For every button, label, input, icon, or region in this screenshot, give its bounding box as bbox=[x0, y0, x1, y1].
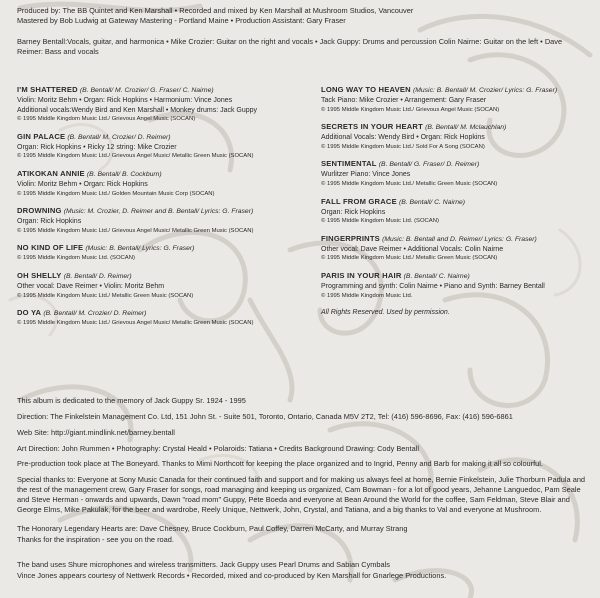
track-entry bbox=[17, 308, 297, 328]
band-members: Barney Bentall:Vocals, guitar, and harmonica • Mike Crozier: Guitar on the right and vocals • Jack Guppy: Drums and percussion Colin Nairne: Guitar on the left • Dave Reimer: Bass and vocals bbox=[17, 37, 563, 56]
credits-header-line-2: Mastered by Bob Ludwig at Gateway Mastering - Portland Maine • Production Assistant: Gary Fraser bbox=[17, 16, 346, 25]
track-heading bbox=[17, 271, 297, 282]
track-songwriters: (B. Bentall/ M. Mclauchlan) bbox=[425, 124, 507, 132]
website: Web Site: http://giant.mindlink.net/barney.bentall bbox=[17, 428, 175, 437]
track-personnel: Violin: Moritz Behm • Organ: Rick Hopkins bbox=[17, 180, 148, 188]
track-personnel: Programming and synth: Colin Nairne • Piano and Synth: Barney Bentall bbox=[321, 282, 545, 290]
track-entry bbox=[17, 206, 297, 235]
track-heading bbox=[321, 271, 583, 282]
track-songwriters: (B. Bentall/ C. Nairne) bbox=[403, 272, 470, 280]
dedication: This album is dedicated to the memory of Jack Guppy Sr. 1924 - 1995 bbox=[17, 396, 246, 405]
track-title: FALL FROM GRACE bbox=[321, 196, 397, 206]
track-heading bbox=[321, 197, 583, 208]
track-personnel: Additional Vocals: Wendy Bird • Organ: Rick Hopkins bbox=[321, 134, 485, 142]
track-copyright: © 1995 Middle Kingdom Music Ltd./ Grievous Angel Music (SOCAN) bbox=[321, 106, 500, 113]
track-heading bbox=[17, 206, 297, 217]
track-songwriters: (B. Bentall/ M. Crozier/ G. Fraser/ C. Nairne) bbox=[79, 87, 214, 94]
track-songwriters: (B. Bentall/ G. Fraser/ D. Reimer) bbox=[378, 161, 480, 169]
track-title: NO KIND OF LIFE bbox=[17, 243, 84, 253]
track-copyright: © 1995 Middle Kingdom Music Ltd./ Grievous Angel Music/ Metallic Green Music (SOCAN) bbox=[17, 227, 254, 234]
track-songwriters: (Music: B. Bentall and D. Reimer/ Lyrics: G. Fraser) bbox=[382, 235, 537, 243]
track-songwriters: (B. Bentall/ M. Crozier/ D. Reimer) bbox=[67, 133, 171, 141]
track-title: DO YA bbox=[17, 308, 42, 318]
preproduction-note: Pre-production took place at The Boneyard. Thanks to Mimi Northcott for keeping the place organized and to Ingrid, Penny and Barb for making it all so colourful. bbox=[17, 459, 543, 468]
track-copyright: © 1995 Middle Kingdom Music Ltd./ Grievous Angel Music (SOCAN) bbox=[17, 116, 196, 123]
track-copyright: © 1995 Middle Kingdom Music Ltd./ Metallic Green Music (SOCAN) bbox=[321, 180, 498, 187]
track-title: FINGERPRINTS bbox=[321, 233, 380, 243]
track-heading bbox=[321, 159, 583, 170]
special-thanks: Special thanks to: Everyone at Sony Music Canada for their continued faith and support and for making us always feel at home, Bernie Finkelstein, Julie Thorburn Padula and the rest of the management crew, Gary Fraser for songs, road managing and keeping us organized, Cam Bowman - for a lot of good years, Jehanne Languedoc, Pam Seale and Steve Herman - onwards and upwards, Dawn "road mom" Guppy, Pete Boeda and everyone at Bean Around the World for the coffee, Sam Feldman, Steve Blair and George Elms, Mike Pakulak, for the beer and wardrobe, Reely Unique, Nettwerk, John, Crystal, and Tatiana, and a big thanks to Val and everyone at Mushroom. bbox=[17, 475, 586, 514]
track-songwriters: (B. Bentall/ D. Reimer) bbox=[63, 272, 132, 280]
track-title: PARIS IN YOUR HAIR bbox=[321, 270, 402, 280]
track-title: ATIKOKAN ANNIE bbox=[17, 168, 85, 178]
track-heading bbox=[17, 169, 297, 180]
track-copyright: © 1995 Middle Kingdom Music Ltd./ Grievous Angel Music/ Metallic Green Music (SOCAN) bbox=[17, 320, 254, 327]
track-personnel: Other vocal: Dave Reimer • Violin: Moritz Behm bbox=[17, 282, 165, 290]
track-heading bbox=[321, 234, 583, 245]
track-songwriters: (B. Bentall/ B. Cockburn) bbox=[86, 170, 162, 178]
track-entry bbox=[17, 132, 297, 161]
track-copyright: © 1995 Middle Kingdom Music Ltd. (SOCAN) bbox=[17, 255, 135, 262]
track-title: LONG WAY TO HEAVEN bbox=[321, 85, 411, 94]
track-personnel: Organ: Rick Hopkins • Ricky 12 string: Mike Crozier bbox=[17, 143, 177, 151]
honorary-legendary-hearts: The Honorary Legendary Hearts are: Dave Chesney, Bruce Cockburn, Paul Coffey, Darren McCarty, and Murray Strang bbox=[17, 524, 408, 533]
track-entry bbox=[321, 85, 583, 114]
track-entry bbox=[17, 85, 297, 124]
track-personnel: Violin: Moritz Behm • Organ: Rick Hopkins • Harmonium: Vince Jones bbox=[17, 97, 233, 104]
track-copyright: © 1995 Middle Kingdom Music Ltd./ Sold For A Song (SOCAN) bbox=[321, 143, 485, 150]
track-personnel: Additional vocals:Wendy Bird and Ken Marshall • Monkey drums: Jack Guppy bbox=[17, 106, 258, 114]
track-title: SECRETS IN YOUR HEART bbox=[321, 122, 423, 132]
management-direction: Direction: The Finkelstein Management Co. Ltd, 151 John St. - Suite 501, Toronto, Ontario, Canada M5V 2T2, Tel: (416) 596-8696, Fax: (416) 596-6861 bbox=[17, 412, 513, 421]
track-personnel: Wurlitzer Piano: Vince Jones bbox=[321, 171, 411, 179]
track-copyright: © 1995 Middle Kingdom Music Ltd. (SOCAN) bbox=[321, 218, 439, 225]
track-entry bbox=[321, 159, 583, 188]
track-entry bbox=[17, 243, 297, 263]
track-songwriters: (Music: B. Bentall/ M. Crozier/ Lyrics: G. Fraser) bbox=[412, 87, 558, 94]
track-heading bbox=[321, 85, 583, 96]
track-entry bbox=[321, 197, 583, 226]
track-title: GIN PALACE bbox=[17, 131, 66, 141]
track-heading bbox=[17, 243, 297, 254]
track-copyright: © 1995 Middle Kingdom Music Ltd. bbox=[321, 292, 413, 299]
track-list-left bbox=[17, 85, 297, 336]
track-title: SENTIMENTAL bbox=[321, 159, 377, 169]
track-copyright: © 1995 Middle Kingdom Music Ltd./ Grievous Angel Music/ Metallic Green Music (SOCAN) bbox=[17, 153, 254, 160]
track-personnel: Tack Piano: Mike Crozier • Arrangement: Gary Fraser bbox=[321, 97, 487, 104]
vince-jones-courtesy: Vince Jones appears courtesy of Nettwerk Records • Recorded, mixed and co-produced by Ken Marshall for Gnarlege Productions. bbox=[17, 571, 447, 580]
gear-endorsements: The band uses Shure microphones and wireless transmitters. Jack Guppy uses Pearl Drums and Sabian Cymbals bbox=[17, 560, 390, 569]
inspiration-thanks: Thanks for the inspiration - see you on the road. bbox=[17, 535, 174, 544]
track-entry bbox=[17, 169, 297, 198]
track-entry bbox=[321, 234, 583, 263]
track-personnel: Organ: Rick Hopkins bbox=[17, 218, 82, 226]
track-entry bbox=[17, 271, 297, 300]
track-songwriters: (Music: M. Crozier, D. Reimer and B. Bentall/ Lyrics: G. Fraser) bbox=[63, 208, 254, 216]
track-entry bbox=[321, 271, 583, 300]
track-personnel: Organ: Rick Hopkins bbox=[321, 208, 386, 216]
track-title: OH SHELLY bbox=[17, 270, 62, 280]
track-heading bbox=[17, 132, 297, 143]
rights-notice: All Rights Reserved. Used by permission. bbox=[321, 309, 450, 317]
track-list-right bbox=[321, 85, 583, 318]
track-copyright: © 1995 Middle Kingdom Music Ltd./ Golden Mountain Music Corp (SOCAN) bbox=[17, 190, 215, 197]
track-copyright: © 1995 Middle Kingdom Music Ltd./ Metallic Green Music (SOCAN) bbox=[17, 292, 194, 299]
track-copyright: © 1995 Middle Kingdom Music Ltd./ Metallic Green Music (SOCAN) bbox=[321, 255, 498, 262]
track-entry bbox=[321, 122, 583, 151]
track-heading bbox=[321, 122, 583, 133]
track-title: I'M SHATTERED bbox=[17, 85, 78, 94]
credits-header-line-1: Produced by: The BB Quintet and Ken Marshall • Recorded and mixed by Ken Marshall at Mushroom Studios, Vancouver bbox=[17, 6, 414, 15]
track-heading bbox=[17, 85, 297, 96]
track-songwriters: (Music: B. Bentall/ Lyrics: G. Fraser) bbox=[85, 245, 195, 253]
track-songwriters: (B. Bentall/ C. Nairne) bbox=[398, 198, 466, 206]
track-title: DROWNING bbox=[17, 206, 62, 216]
track-heading bbox=[17, 308, 297, 319]
art-direction: Art Direction: John Rummen • Photography: Crystal Heald • Polaroids: Tatiana • Credits Background Drawing: Cody Bentall bbox=[17, 444, 419, 453]
track-songwriters: (B. Bentall/ M. Crozier/ D. Reimer) bbox=[43, 310, 147, 318]
track-personnel: Other vocal: Dave Reimer • Additional Vocals: Colin Nairne bbox=[321, 245, 504, 253]
